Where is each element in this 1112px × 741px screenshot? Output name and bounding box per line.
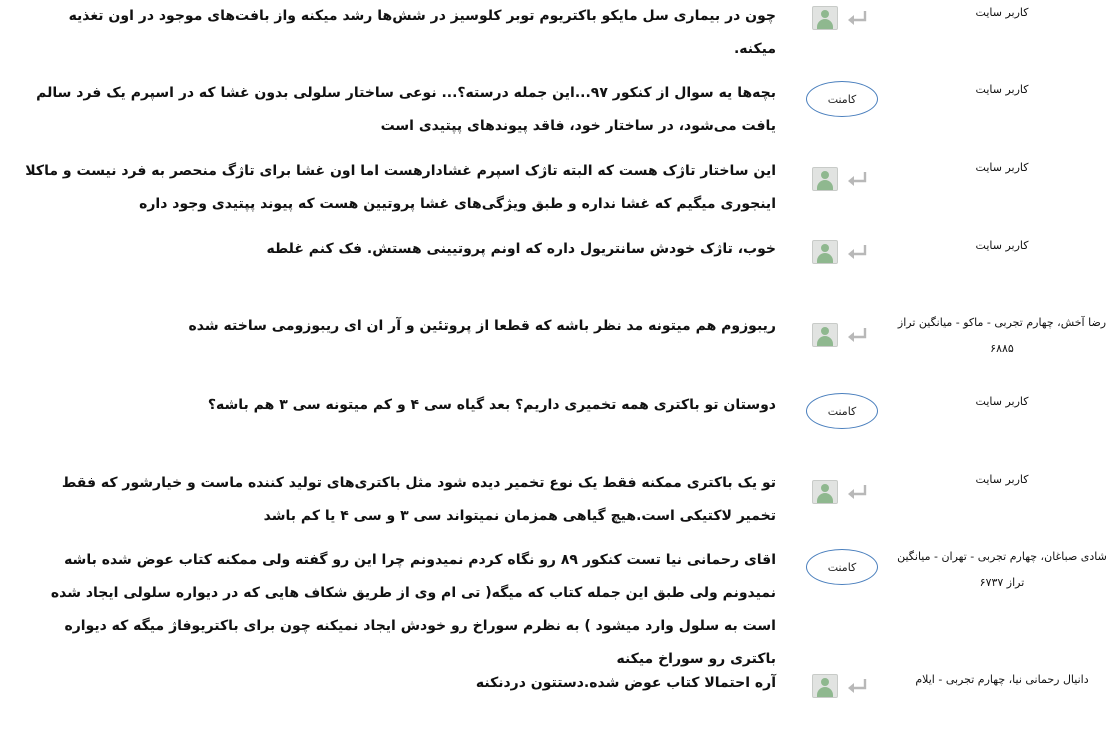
- comment-text: دوستان تو باکتری همه تخمیری داریم؟ بعد گیاه سی ۴ و کم میتونه سی ۳ هم باشه؟: [207, 397, 776, 413]
- comment-button[interactable]: کامنت: [806, 549, 878, 585]
- reply-arrow-icon[interactable]: [846, 677, 868, 695]
- comment-author: کاربر سایت: [975, 161, 1029, 174]
- comment-author: کاربر سایت: [975, 473, 1029, 486]
- reply-arrow-icon[interactable]: [846, 9, 868, 27]
- comment-author: کاربر سایت: [975, 239, 1029, 252]
- comment-text: چون در بیماری سل مایکو باکتریوم توبر کلوسیز در شش‌ها رشد میکنه واز بافت‌های موجود در اون تغذیه میکنه.: [68, 8, 776, 57]
- reply-arrow-icon[interactable]: [846, 243, 868, 261]
- comment-author: رضا آخش، چهارم تجربی - ماکو - میانگین تراز ۶۸۸۵: [897, 316, 1107, 355]
- reply-arrow-icon[interactable]: [846, 326, 868, 344]
- comment-text: خوب، تاژک خودش سانتریول داره که اونم پروتیینی هستش. فک کنم غلطه: [266, 241, 776, 257]
- comment-author: کاربر سایت: [975, 6, 1029, 19]
- comment-actions: [806, 4, 878, 40]
- user-avatar-icon: [812, 240, 838, 264]
- comment-text: بچه‌ها یه سوال از کنکور ۹۷...این جمله درسته؟... نوعی ساختار سلولی بدون غشا که در اسپرم یک فرد سالم یافت می‌شود، در ساختار خود، فاقد پیوندهای پپتیدی است: [36, 85, 776, 134]
- comment-text: اقای رحمانی نیا تست کنکور ۸۹ رو نگاه کردم نمیدونم چرا این رو گفته ولی ممکنه کتاب عوض شده باشه نمیدونم ولی طبق این جمله کتاب که میگه( تی ام وی از طریق شکاف هایی که در دیواره سلولی ایجاد شده است به سلول وارد میشود ) به نظرم سوراخ رو خودش ایجاد نمیکنه چون برای باکتریوفاژ میگه که دیواره باکتری رو سوراخ میکنه: [50, 552, 776, 667]
- comment-actions: [806, 165, 878, 201]
- user-avatar-icon: [812, 674, 838, 698]
- comment-author: شادی صباغان، چهارم تجربی - تهران - میانگین تراز ۶۷۳۷: [897, 550, 1107, 589]
- comment-text: این ساختار تاژک هست که البته تاژک اسپرم غشادارهست اما اون غشا برای تاژگ منحصر به فرد نیست و ماکلا اینجوری میگیم که غشا نداره و طبق ویژگی‌های غشا پروتیین هست که پیوند پپتیدی وجود داره: [25, 163, 776, 212]
- comment-text: تو یک باکتری ممکنه فقط یک نوع تخمیر دیده شود مثل باکتری‌های تولید کننده ماست و خیارشور که فقط تخمیر لاکتیکی است.هیچ گیاهی همزمان نمیتواند سی ۳ و سی ۴ یا کم باشد: [61, 475, 776, 524]
- comment-actions: [806, 238, 878, 274]
- comment-button[interactable]: کامنت: [806, 81, 878, 117]
- comment-author: دانیال رحمانی نیا، چهارم تجربی - ایلام: [915, 673, 1089, 686]
- user-avatar-icon: [812, 167, 838, 191]
- comment-actions: [806, 81, 878, 117]
- reply-arrow-icon[interactable]: [846, 483, 868, 501]
- comment-actions: [806, 321, 878, 357]
- reply-arrow-icon[interactable]: [846, 170, 868, 188]
- user-avatar-icon: [812, 6, 838, 30]
- user-avatar-icon: [812, 480, 838, 504]
- comment-author: کاربر سایت: [975, 83, 1029, 96]
- comment-actions: [806, 672, 878, 708]
- comment-author: کاربر سایت: [975, 395, 1029, 408]
- comment-button[interactable]: کامنت: [806, 393, 878, 429]
- comment-text: ریبوزوم هم میتونه مد نظر باشه که قطعا از پروتئین و آر ان ای ریبوزومی ساخته شده: [188, 318, 776, 334]
- user-avatar-icon: [812, 323, 838, 347]
- comment-actions: [806, 478, 878, 514]
- comment-text: آره احتمالا کتاب عوض شده.دستتون دردنکنه: [475, 675, 776, 691]
- comment-actions: [806, 393, 878, 429]
- comment-actions: [806, 549, 878, 585]
